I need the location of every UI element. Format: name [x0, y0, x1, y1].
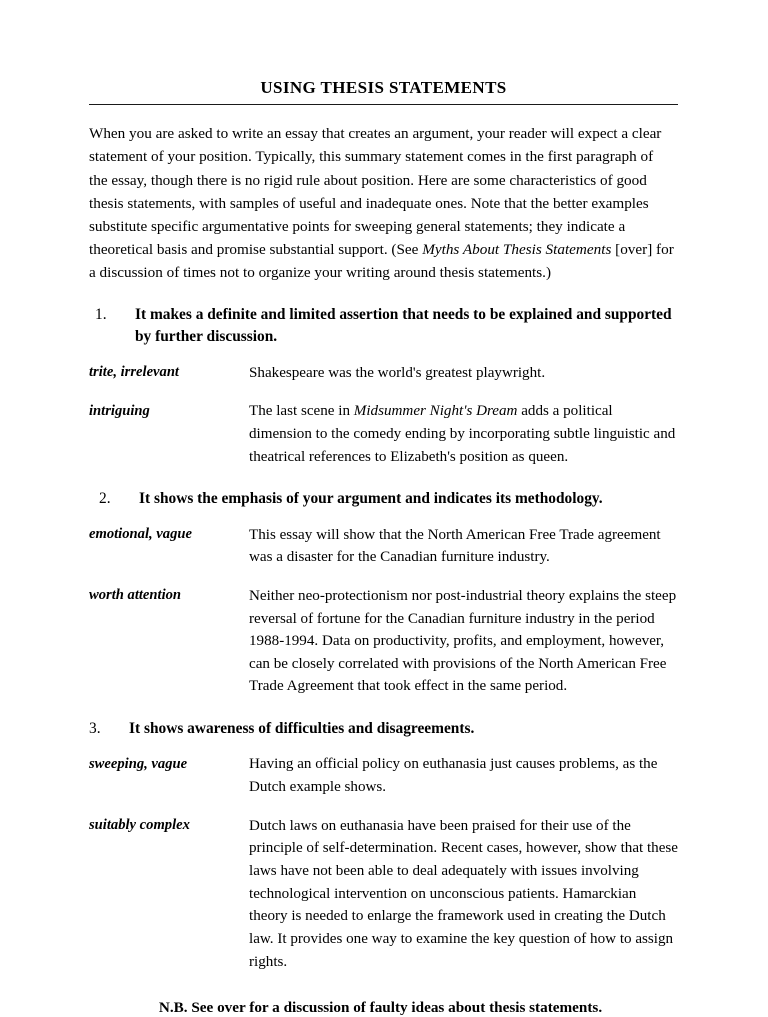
example-row: [89, 524, 678, 569]
section-number: 3.: [89, 720, 101, 738]
example-list: [89, 362, 678, 469]
example-label: emotional, vague: [89, 526, 192, 543]
example-list: [89, 524, 678, 698]
example-text: Shakespeare was the world's greatest playwright.: [249, 364, 546, 381]
example-row: [89, 815, 678, 973]
example-row: [89, 753, 678, 798]
example-row: [89, 400, 678, 468]
section-heading: [89, 488, 678, 510]
section-number: 1.: [95, 306, 107, 324]
page-title: USING THESIS STATEMENTS: [260, 78, 507, 97]
example-text: Dutch laws on euthanasia have been praised for their use of the principle of self-determination. Recent cases, however, show that these laws have not been able to deal adequately with issues involving technological intervention on unconscious patients. Hamarckian theory is needed to enlarge the framework used in creating the Dutch law. It provides one way to examine the key question of how to assign rights.: [249, 817, 678, 970]
section-1: [89, 304, 678, 468]
section-number: 2.: [99, 490, 111, 508]
example-label: worth attention: [89, 587, 182, 604]
section-heading: [89, 304, 678, 349]
section-heading-text: It shows awareness of difficulties and disagreements.: [129, 720, 475, 738]
section-2: [89, 488, 678, 698]
section-heading: [89, 718, 678, 740]
section-heading-text: It shows the emphasis of your argument and indicates its methodology.: [139, 490, 603, 508]
example-row: [89, 362, 678, 385]
example-row: [89, 585, 678, 698]
section-heading-text: It makes a definite and limited assertion that needs to be explained and supported by further discussion.: [135, 306, 672, 346]
example-label: intriguing: [89, 402, 150, 419]
example-text: This essay will show that the North American Free Trade agreement was a disaster for the Canadian furniture industry.: [249, 526, 661, 566]
example-label: suitably complex: [89, 817, 190, 834]
example-label: sweeping, vague: [89, 755, 188, 772]
sections-container: [89, 304, 678, 973]
example-list: [89, 753, 678, 973]
title-divider: [89, 104, 678, 105]
example-text: Having an official policy on euthanasia just causes problems, as the Dutch example shows.: [249, 756, 658, 796]
section-3: [89, 718, 678, 973]
example-text: The last scene in Midsummer Night's Dream adds a political dimension to the comedy ending by incorporating subtle linguistic and theatrical references to Elizabeth's position as queen.: [249, 403, 676, 465]
example-text: Neither neo-protectionism nor post-industrial theory explains the steep reversal of fortune for the Canadian furniture industry in the period 1988-1994. Data on productivity, profits, and employment, however, can be closely correlated with provisions of the North American Free Trade Agreement that took effect in the same period.: [249, 587, 677, 695]
example-label: trite, irrelevant: [89, 364, 179, 381]
footer-note: N.B. See over for a discussion of faulty ideas about thesis statements.: [158, 999, 603, 1017]
intro-paragraph: When you are asked to write an essay that creates an argument, your reader will expect a clear statement of your position. Typically, this summary statement comes in the first paragraph of the essay, though there is no rigid rule about position. Here are some characteristics of good thesis statements, with samples of useful and inadequate ones. Note that the better examples substitute specific argumentative points for sweeping general statements; they indicate a theoretical basis and promise substantial support. (See Myths About Thesis Statements [over] for a discussion of times not to organize your writing around thesis statements.): [89, 125, 674, 281]
